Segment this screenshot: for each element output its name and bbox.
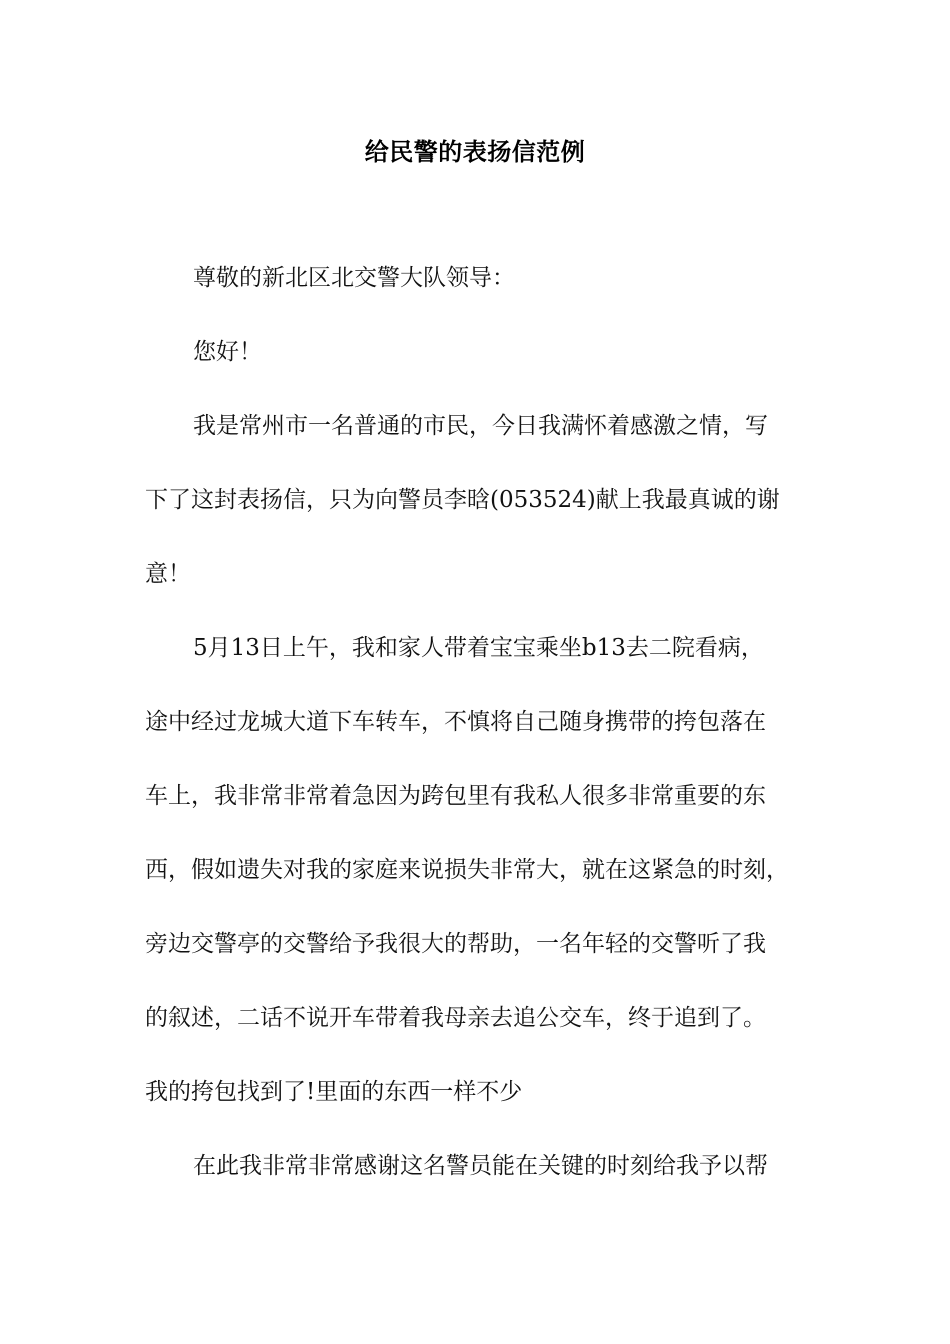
paragraph-line: 旁边交警亭的交警给予我很大的帮助，一名年轻的交警听了我 (145, 931, 766, 957)
paragraph-line: 途中经过龙城大道下车转车，不慎将自己随身携带的挎包落在 (145, 709, 766, 735)
document-title: 给民警的表扬信范例 (364, 137, 586, 166)
paragraph-line: 的叙述，二话不说开车带着我母亲去追公交车，终于追到了。 (145, 1005, 766, 1031)
paragraph-line: 车上，我非常非常着急因为跨包里有我私人很多非常重要的东 (145, 783, 766, 809)
paragraph-line: 在此我非常非常感谢这名警员能在关键的时刻给我予以帮 (193, 1153, 768, 1179)
paragraph-line: 我的挎包找到了!里面的东西一样不少 (145, 1079, 523, 1105)
paragraph-line: 下了这封表扬信，只为向警员李晗(053524)献上我最真诚的谢 (145, 487, 780, 513)
paragraph-line: 我是常州市一名普通的市民，今日我满怀着感激之情，写 (193, 413, 768, 439)
paragraph-line: 5月13日上午，我和家人带着宝宝乘坐b13去二院看病， (193, 635, 764, 661)
greeting-line: 您好！ (193, 339, 262, 365)
salutation-line: 尊敬的新北区北交警大队领导： (193, 265, 515, 291)
paragraph-line: 意！ (145, 561, 191, 587)
paragraph-line: 西，假如遗失对我的家庭来说损失非常大，就在这紧急的时刻， (145, 857, 789, 883)
